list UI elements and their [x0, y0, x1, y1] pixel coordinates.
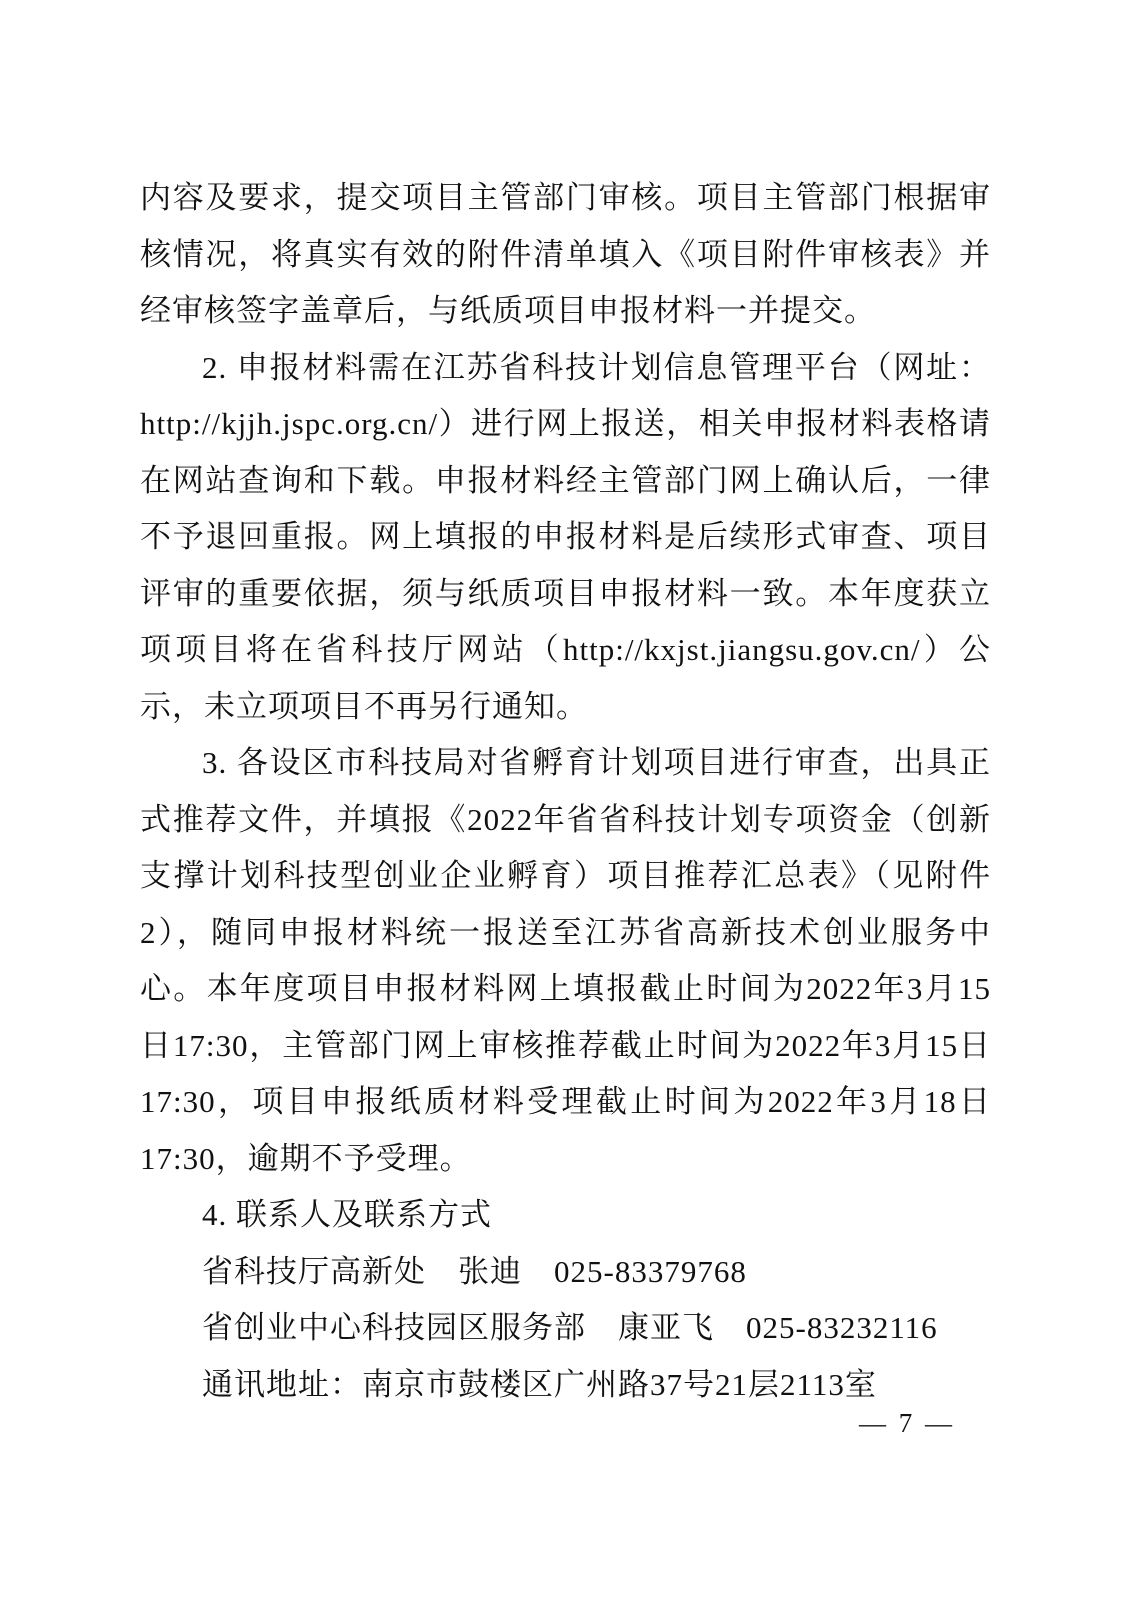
- paragraph-item-3: 3. 各设区市科技局对省孵育计划项目进行审查，出具正式推荐文件，并填报《2022年省省科技计划专项资金（创新支撑计划科技型创业企业孵育）项目推荐汇总表》（见附件2），随同申报材料统一报送至江苏省高新技术创业服务中心。本年度项目申报材料网上填报截止时间为2022年3月15日17:30，主管部门网上审核推荐截止时间为2022年3月15日17:30，项目申报纸质材料受理截止时间为2022年3月18日17:30，逾期不予受理。: [140, 745, 991, 1176]
- contact-line-department-1: 省科技厅高新处 张迪 025-83379768: [202, 1253, 747, 1289]
- paragraph-continuation: 内容及要求，提交项目主管部门审核。项目主管部门根据审核情况，将真实有效的附件清单填入《项目附件审核表》并经审核签字盖章后，与纸质项目申报材料一并提交。: [140, 180, 991, 328]
- contact-line-department-2: 省创业中心科技园区服务部 康亚飞 025-83232116: [202, 1310, 938, 1345]
- paragraph-item-4-heading: 4. 联系人及联系方式: [202, 1197, 492, 1232]
- paragraph-item-2: 2. 申报材料需在江苏省科技计划信息管理平台（网址：http://kjjh.jspc.org.cn/）进行网上报送，相关申报材料表格请在网站查询和下载。申报材料经主管部门网上确认后，一律不予退回重报。网上填报的申报材料是后续形式审查、项目评审的重要依据，须与纸质项目申报材料一致。本年度获立项项目将在省科技厅网站（http://kxjst.jiangsu.gov.cn/）公示，未立项项目不再另行通知。: [140, 349, 991, 724]
- document-body: [140, 170, 991, 1413]
- contact-address-line: 通讯地址：南京市鼓楼区广州路37号21层2113室: [202, 1366, 877, 1402]
- page-number: — 7 —: [859, 1408, 955, 1438]
